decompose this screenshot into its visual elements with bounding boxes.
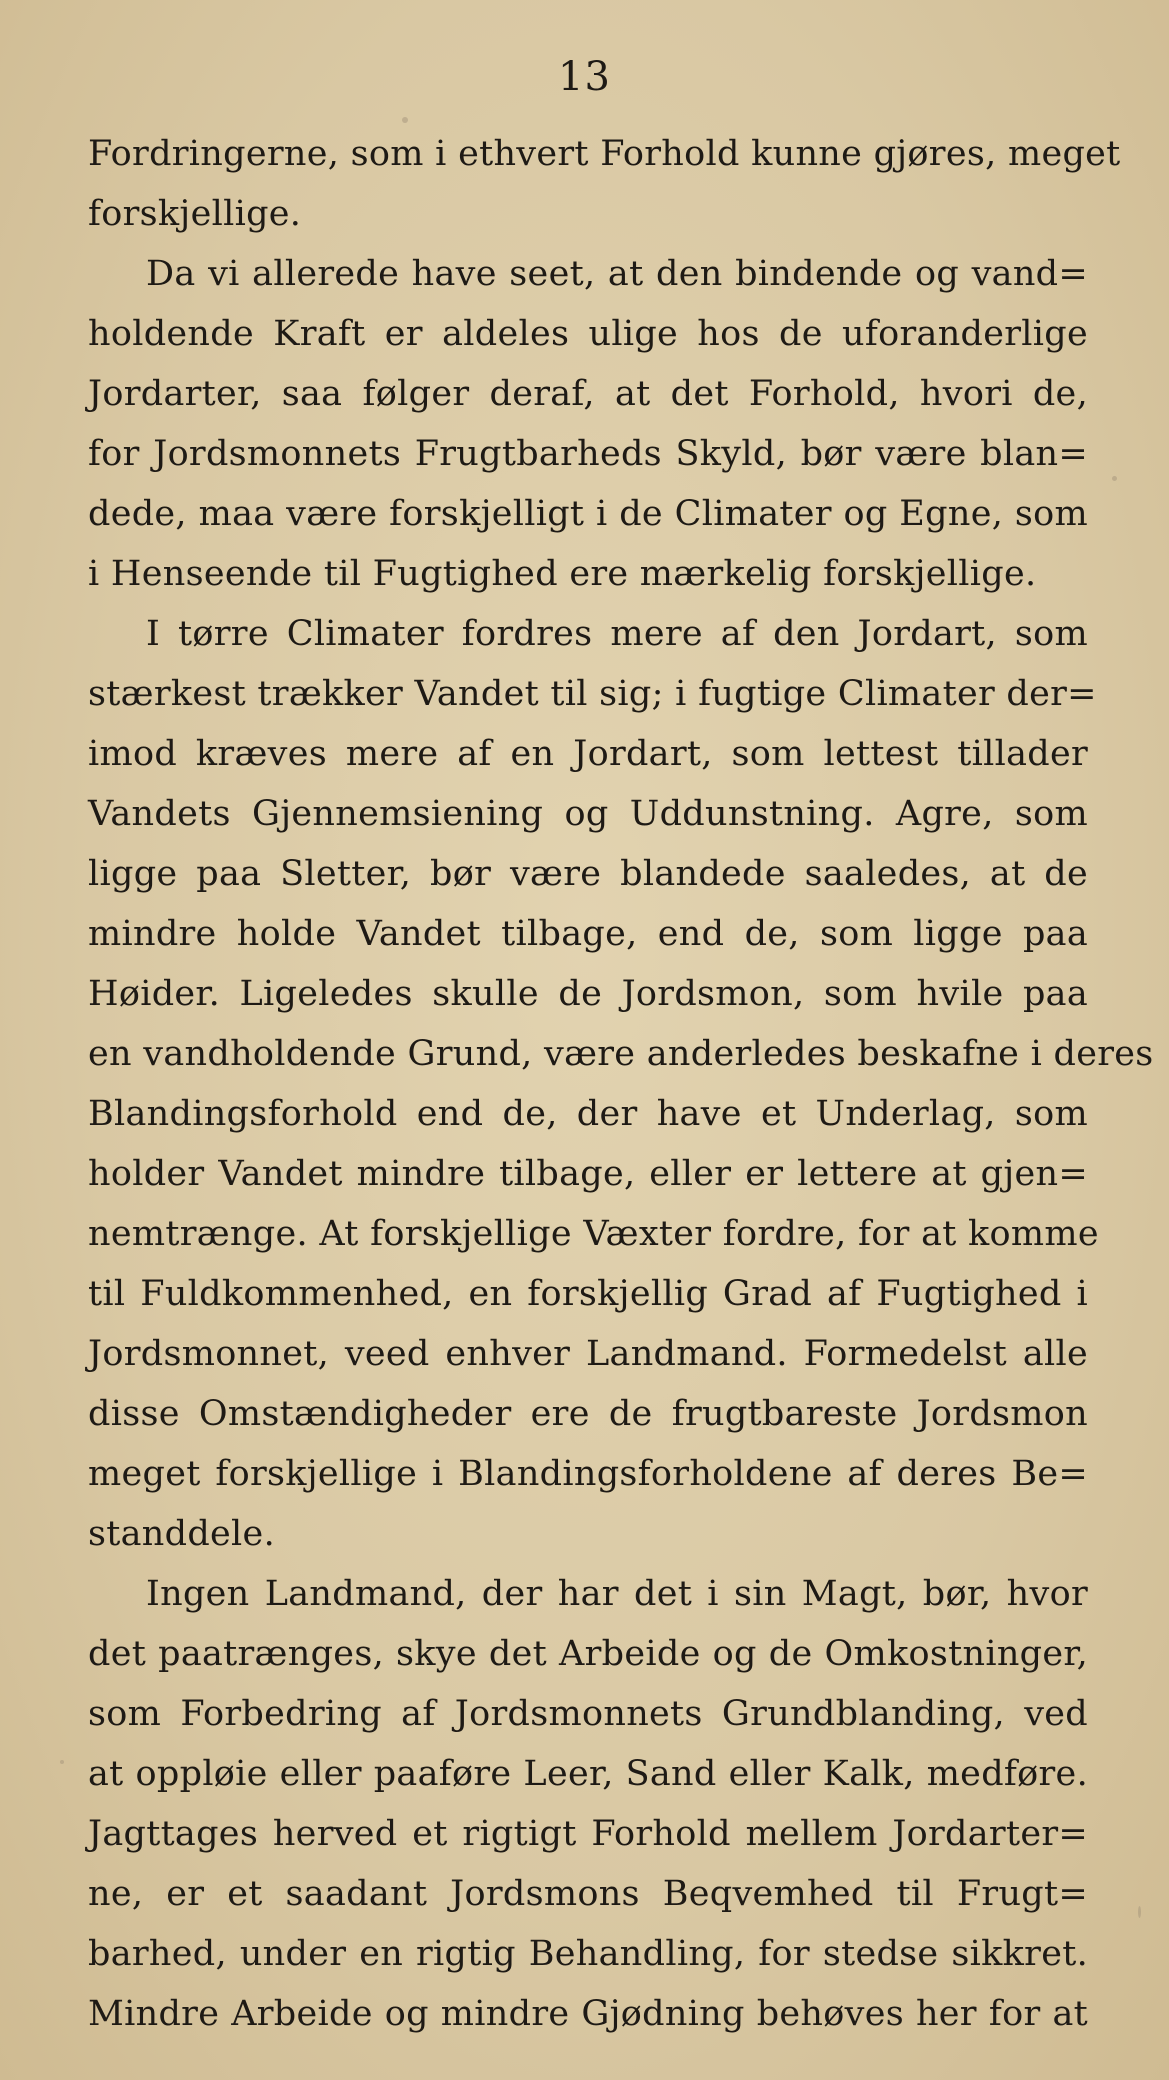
text-line: nemtrænge. At forskjellige Væxter fordre, for at komme — [88, 1214, 1099, 1254]
text-line: en vandholdende Grund, være anderledes beskafne i deres — [88, 1034, 1154, 1074]
text-line: Fordringerne, som i ethvert Forhold kunne gjøres, meget — [88, 134, 1121, 174]
text-line: ligge paa Sletter, bør være blandede saaledes, at de — [88, 854, 1088, 894]
body-text — [88, 124, 1154, 2044]
text-line: meget forskjellige i Blandingsforholdene af deres Be= — [88, 1454, 1088, 1494]
text-line: ne, er et saadant Jordsmons Beqvemhed til Frugt= — [88, 1874, 1088, 1914]
text-line: at oppløie eller paaføre Leer, Sand eller Kalk, medføre. — [88, 1754, 1088, 1794]
paper-speck — [1112, 476, 1117, 481]
text-line: Ingen Landmand, der har det i sin Magt, bør, hvor — [146, 1574, 1088, 1614]
text-line: mindre holde Vandet tilbage, end de, som ligge paa — [88, 914, 1088, 954]
text-line: imod kræves mere af en Jordart, som lettest tillader — [88, 734, 1088, 774]
text-line: stærkest trækker Vandet til sig; i fugtige Climater der= — [88, 674, 1097, 714]
text-line: i Henseende til Fugtighed ere mærkelig forskjellige. — [88, 554, 1037, 594]
text-line: som Forbedring af Jordsmonnets Grundblanding, ved — [88, 1694, 1088, 1734]
text-line: Blandingsforhold end de, der have et Underlag, som — [88, 1094, 1088, 1134]
text-line: Høider. Ligeledes skulle de Jordsmon, som hvile paa — [88, 974, 1088, 1014]
text-line: for Jordsmonnets Frugtbarheds Skyld, bør være blan= — [88, 434, 1088, 474]
page-number: 13 — [558, 54, 611, 100]
paper-speck — [402, 117, 408, 123]
text-line: dede, maa være forskjelligt i de Climater og Egne, som — [88, 494, 1088, 534]
text-line: Jagttages herved et rigtigt Forhold mellem Jordarter= — [88, 1814, 1088, 1854]
text-line: Vandets Gjennemsiening og Uddunstning. Agre, som — [88, 794, 1088, 834]
text-line: Da vi allerede have seet, at den bindende og vand= — [146, 254, 1088, 294]
text-line: holder Vandet mindre tilbage, eller er lettere at gjen= — [88, 1154, 1088, 1194]
text-line: holdende Kraft er aldeles ulige hos de uforanderlige — [88, 314, 1088, 354]
text-line: forskjellige. — [88, 194, 302, 234]
text-line: Jordarter, saa følger deraf, at det Forhold, hvori de, — [88, 374, 1088, 414]
text-line: til Fuldkommenhed, en forskjellig Grad af Fugtighed i — [88, 1274, 1088, 1314]
text-line: standdele. — [88, 1514, 275, 1554]
paper-speck — [60, 1760, 64, 1764]
text-line: I tørre Climater fordres mere af den Jordart, som — [146, 614, 1088, 654]
text-line: disse Omstændigheder ere de frugtbareste Jordsmon — [88, 1394, 1088, 1434]
text-line: barhed, under en rigtig Behandling, for stedse sikkret. — [88, 1934, 1088, 1974]
text-line: Jordsmonnet, veed enhver Landmand. Formedelst alle — [88, 1334, 1088, 1374]
text-line: det paatrænges, skye det Arbeide og de Omkostninger, — [88, 1634, 1088, 1674]
paper-speck — [1138, 1906, 1141, 1918]
text-line: Mindre Arbeide og mindre Gjødning behøves her for at — [88, 1994, 1088, 2034]
